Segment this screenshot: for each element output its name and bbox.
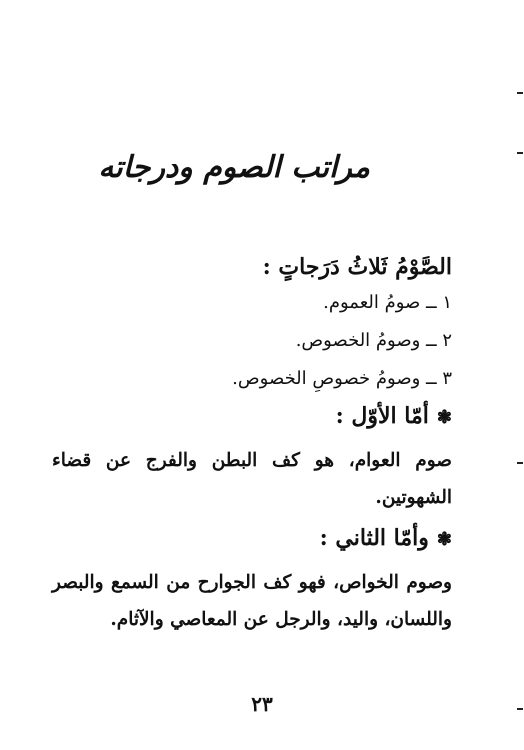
list-item-3: ٣ ــ وصومُ خصوصِ الخصوص. [232,368,452,389]
star-ornament-icon: ❃ [436,407,452,428]
scan-edge-mark [517,708,523,710]
section-second-text: وصوم الخواص، فهو كف الجوارح من السمع والبصر واللسان، واليد، والرجل عن المعاصي والآثام. [52,572,452,630]
section-second-heading-text: وأمّا الثاني : [319,525,429,551]
scan-edge-mark [517,462,523,464]
section-second-heading [320,525,452,551]
intro-heading: الصَّوْمُ ثَلاثُ دَرَجاتٍ : [262,254,452,280]
star-ornament-icon: ❃ [436,529,452,550]
section-first-heading-text: أمّا الأوّل : [335,403,429,429]
scan-edge-mark [517,92,523,94]
page-number: ٢٣ [251,692,273,716]
section-first-text: صوم العوام، هو كف البطن والفرج عن قضاء الشهوتين. [52,450,452,508]
list-item-2: ٢ ــ وصومُ الخصوص. [295,330,452,351]
section-first-heading [336,403,452,429]
scan-edge-mark [517,152,523,154]
list-item-1: ١ ــ صومُ العموم. [323,292,452,313]
page-title: مراتب الصوم ودرجاته [98,150,370,185]
